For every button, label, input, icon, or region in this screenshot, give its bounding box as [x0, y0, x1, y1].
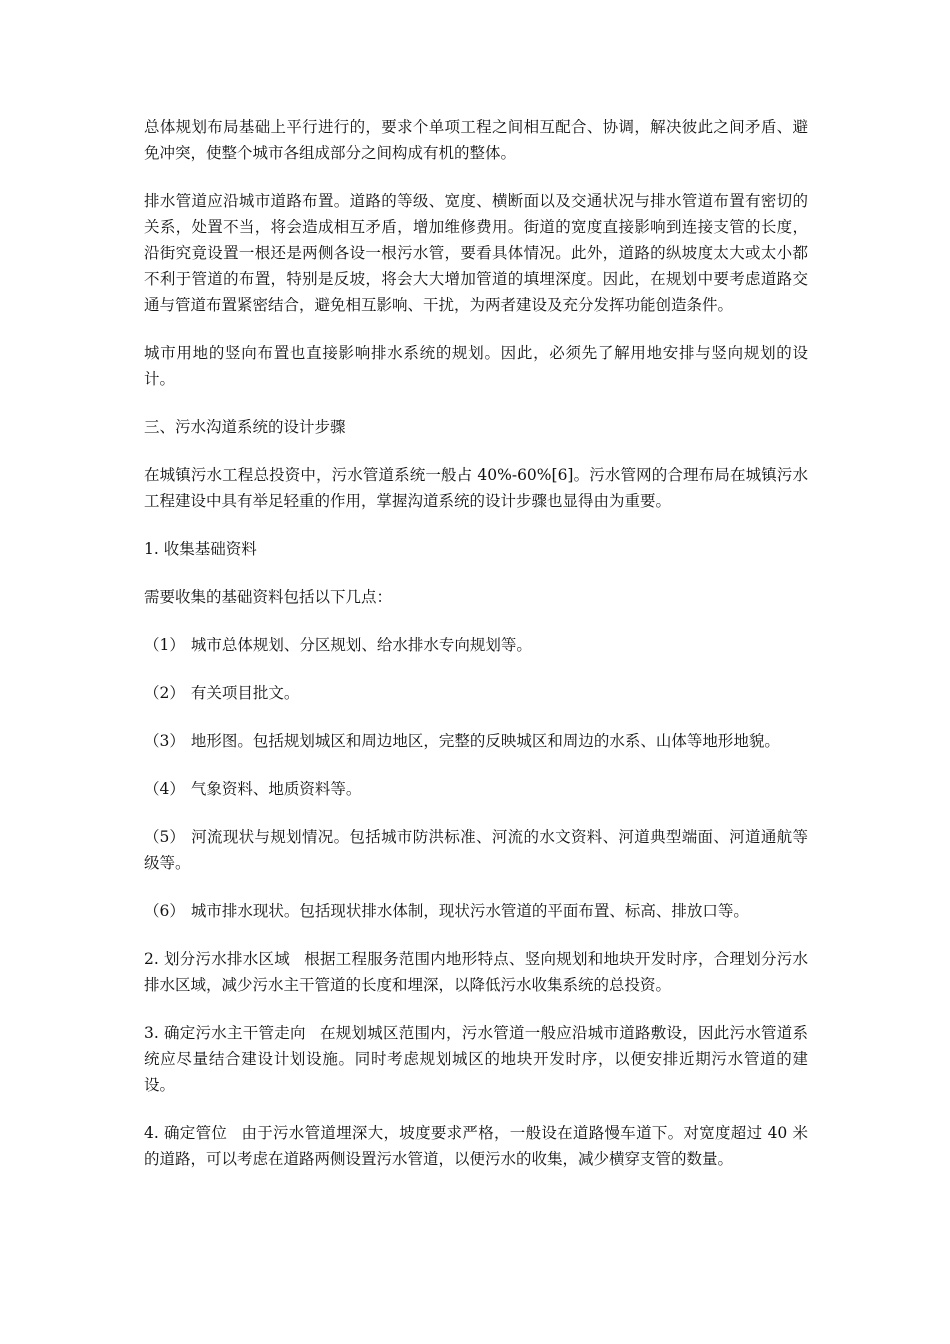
step-heading-text: 1. 收集基础资料 [144, 540, 257, 558]
paragraph-text: 城市用地的竖向布置也直接影响排水系统的规划。因此，必须先了解用地安排与竖向规划的设计。 [144, 344, 808, 388]
list-item-4 [144, 776, 808, 802]
list-item-number: （5） [144, 828, 185, 846]
paragraph-vertical-layout [144, 340, 808, 392]
list-item-6 [144, 898, 808, 924]
paragraph-text: 在城镇污水工程总投资中，污水管道系统一般占 40%-60%[6]。污水管网的合理布局在城镇污水工程建设中具有举足轻重的作用，掌握沟道系统的设计步骤也显得由为重要。 [144, 466, 808, 510]
paragraph-planning-coordination [144, 114, 808, 166]
step-heading-text: 3. 确定污水主干管走向 [144, 1024, 306, 1042]
list-item-number: （4） [144, 780, 185, 798]
list-item-number: （2） [144, 684, 185, 702]
paragraph-investment [144, 462, 808, 514]
paragraph-data-intro [144, 584, 808, 610]
list-item-text: 有关项目批文。 [190, 684, 300, 702]
list-item-text: 城市排水现状。包括现状排水体制，现状污水管道的平面布置、标高、排放口等。 [190, 902, 749, 920]
step-heading-text: 4. 确定管位 [144, 1124, 228, 1142]
step-heading-collect-data [144, 536, 808, 562]
paragraph-text: 需要收集的基础资料包括以下几点： [144, 588, 393, 606]
step-divide-drainage-area [144, 946, 808, 998]
paragraph-text: 在规划城区范围内，污水管道一般应沿城市道路敷设，因此污水管道系统应尽量结合建设计划设施。同时考虑规划城区的地块开发时序，以便安排近期污水管道的建设。 [144, 1024, 808, 1094]
list-item-number: （3） [144, 732, 185, 750]
section-heading [144, 414, 808, 440]
list-item-5 [144, 824, 808, 876]
list-item-text: 城市总体规划、分区规划、给水排水专向规划等。 [190, 636, 532, 654]
paragraph-text: 根据工程服务范围内地形特点、竖向规划和地块开发时序，合理划分污水排水区域，减少污水主干管道的长度和埋深，以降低污水收集系统的总投资。 [144, 950, 808, 994]
paragraph-text: 由于污水管道埋深大，坡度要求严格，一般设在道路慢车道下。对宽度超过 40 米的道路，可以考虑在道路两侧设置污水管道，以便污水的收集，减少横穿支管的数量。 [144, 1124, 808, 1168]
list-item-number: （1） [144, 636, 185, 654]
list-item-3 [144, 728, 808, 754]
document-body [144, 114, 808, 1172]
step-main-pipe-direction [144, 1020, 808, 1098]
paragraph-text: 排水管道应沿城市道路布置。道路的等级、宽度、横断面以及交通状况与排水管道布置有密切的关系，处置不当，将会造成相互矛盾，增加维修费用。街道的宽度直接影响到连接支管的长度，沿街究竟设置一根还是两侧各设一根污水管，要看具体情况。此外，道路的纵坡度太大或太小都不利于管道的布置，特别是反坡，将会大大增加管道的填埋深度。因此，在规划中要考虑道路交通与管道布置紧密结合，避免相互影响、干扰，为两者建设及充分发挥功能创造条件。 [144, 192, 808, 314]
paragraph-text: 总体规划布局基础上平行进行的，要求个单项工程之间相互配合、协调，解决彼此之间矛盾、避免冲突，使整个城市各组成部分之间构成有机的整体。 [144, 118, 808, 162]
list-item-1 [144, 632, 808, 658]
paragraph-road-layout [144, 188, 808, 318]
list-item-number: （6） [144, 902, 185, 920]
list-item-text: 河流现状与规划情况。包括城市防洪标准、河流的水文资料、河道典型端面、河道通航等级等。 [144, 828, 808, 872]
step-heading-text: 2. 划分污水排水区域 [144, 950, 290, 968]
step-pipe-position [144, 1120, 808, 1172]
section-heading-text: 三、污水沟道系统的设计步骤 [144, 418, 346, 436]
list-item-text: 气象资料、地质资料等。 [190, 780, 362, 798]
list-item-2 [144, 680, 808, 706]
list-item-text: 地形图。包括规划城区和周边地区，完整的反映城区和周边的水系、山体等地形地貌。 [190, 732, 780, 750]
